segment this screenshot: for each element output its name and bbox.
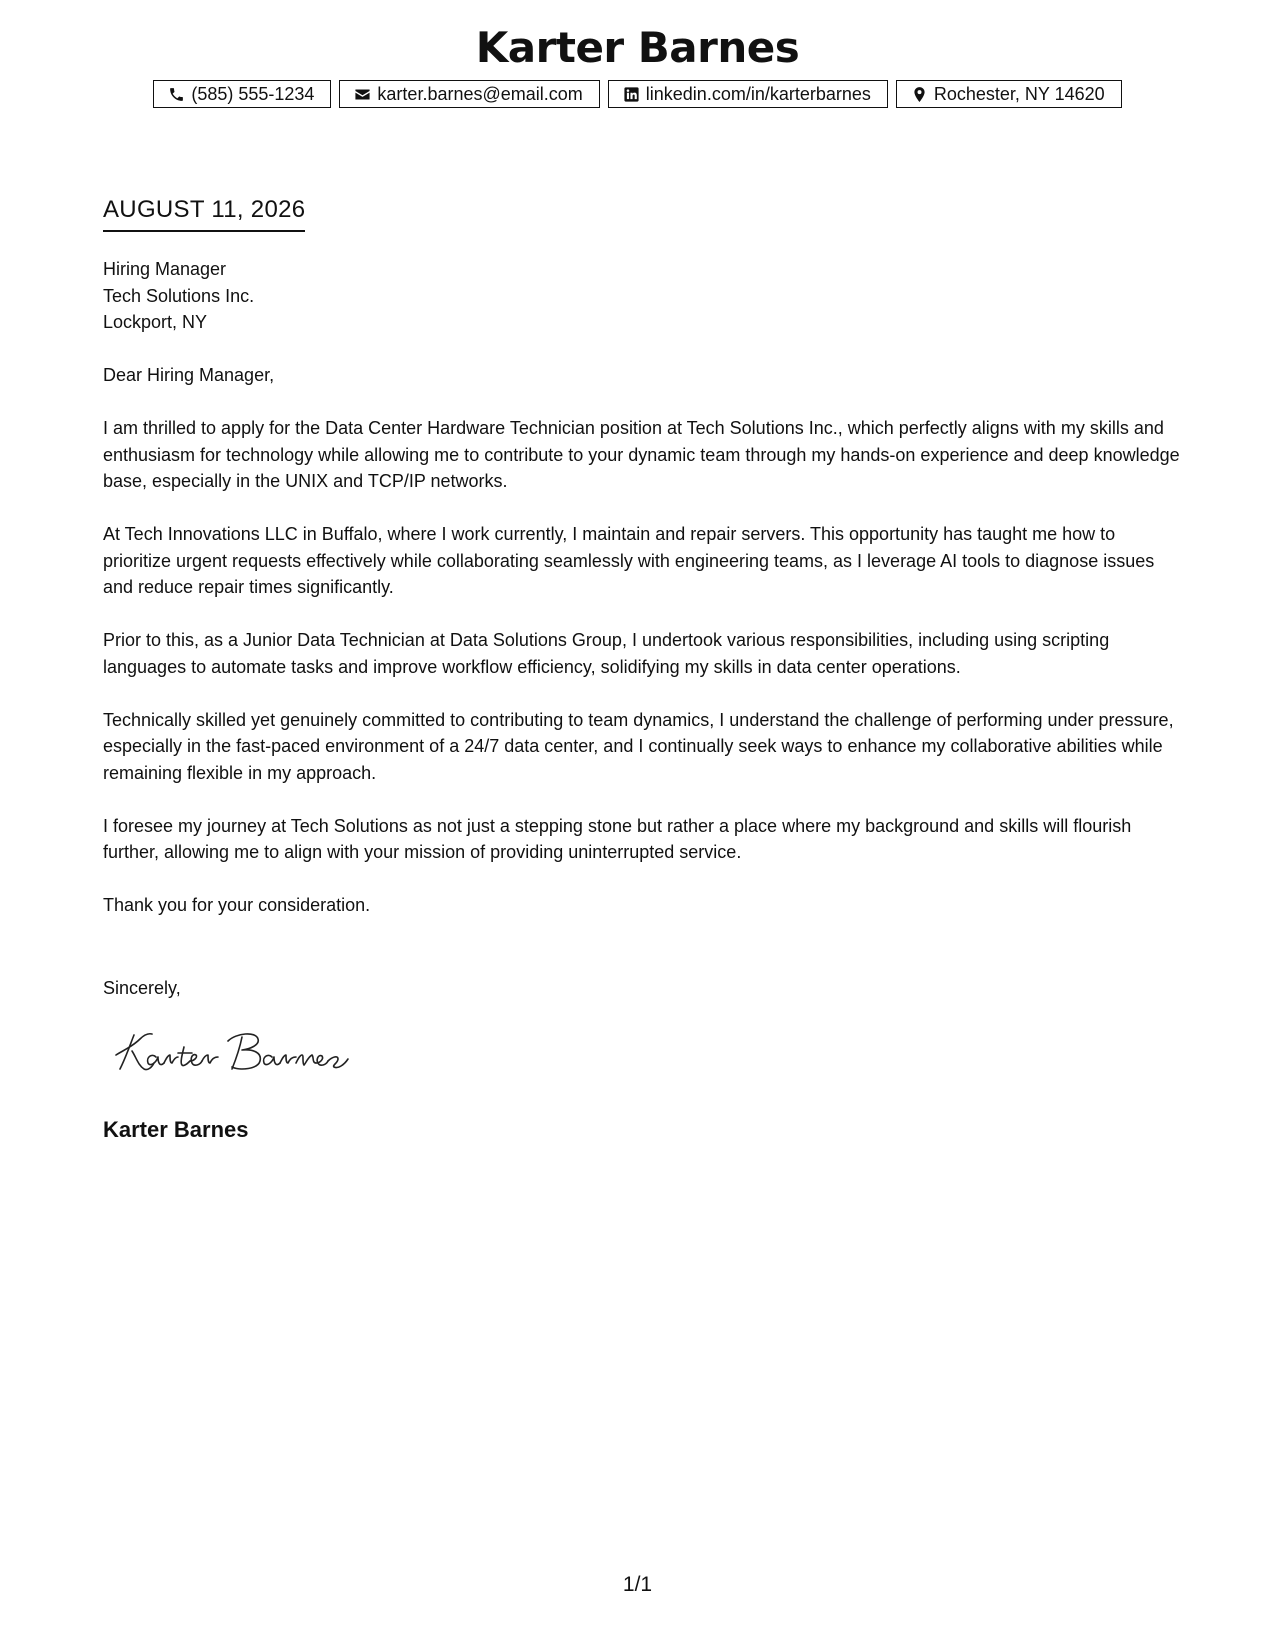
recipient-company: Tech Solutions Inc.: [103, 285, 255, 306]
recipient-title: Hiring Manager: [103, 259, 227, 279]
handwritten-signature: [112, 1025, 362, 1075]
body-paragraph: At Tech Innovations LLC in Buffalo, where I work currently, I maintain and repair servers. This opportunity has taught me how to prioritize urgent requests effectively while collaborating seamlessly with engineering teams, as I leverage AI tools to diagnose issues and reduce repair times significantly.: [103, 524, 1155, 597]
salutation: Dear Hiring Manager,: [103, 365, 275, 385]
linkedin-icon: [623, 86, 640, 103]
linkedin-contact[interactable]: [608, 80, 888, 108]
thank-you-line: Thank you for your consideration.: [103, 895, 371, 915]
envelope-icon: [354, 86, 371, 103]
phone-icon: [168, 86, 185, 103]
signer-name: Karter Barnes: [103, 1117, 249, 1142]
email-contact[interactable]: [339, 80, 599, 108]
closing-line: Sincerely,: [103, 978, 181, 998]
body-paragraph: I foresee my journey at Tech Solutions as not just a stepping stone but rather a place where my background and skills will flourish further, allowing me to align with your mission of providing uninterrupted service.: [103, 815, 1132, 862]
map-marker-icon: [911, 86, 928, 103]
contact-info-row: [0, 80, 1275, 108]
location-text: Rochester, NY 14620: [933, 83, 1105, 104]
body-paragraph: I am thrilled to apply for the Data Center Hardware Technician position at Tech Solutions Inc., which perfectly aligns with my skills and enthusiasm for technology while allowing me to contribute to your dynamic team through my hands-on experience and deep knowledge base, especially in the UNIX and TCP/IP networks.: [103, 418, 1180, 491]
email-text: karter.barnes@email.com: [377, 83, 583, 104]
linkedin-text: linkedin.com/in/karterbarnes: [645, 83, 871, 104]
phone-contact[interactable]: [153, 80, 331, 108]
applicant-name-heading: Karter Barnes: [475, 23, 800, 72]
letter-date: AUGUST 11, 2026: [103, 196, 305, 232]
phone-text: (585) 555-1234: [191, 83, 315, 104]
recipient-location: Lockport, NY: [103, 312, 208, 332]
body-paragraph: Prior to this, as a Junior Data Technician at Data Solutions Group, I undertook various responsibilities, including using scripting languages to automate tasks and improve workflow efficiency, solidifying my skills in data center operations.: [103, 630, 1110, 677]
body-paragraph: Technically skilled yet genuinely committed to contributing to team dynamics, I understand the challenge of performing under pressure, especially in the fast-paced environment of a 24/7 data center, and I continually seek ways to enhance my collaborative abilities while remaining flexible in my approach.: [103, 709, 1174, 783]
page-number: 1/1: [622, 1573, 653, 1596]
location-contact[interactable]: [896, 80, 1122, 108]
letter-body: [103, 362, 1183, 945]
recipient-block: [103, 256, 254, 336]
